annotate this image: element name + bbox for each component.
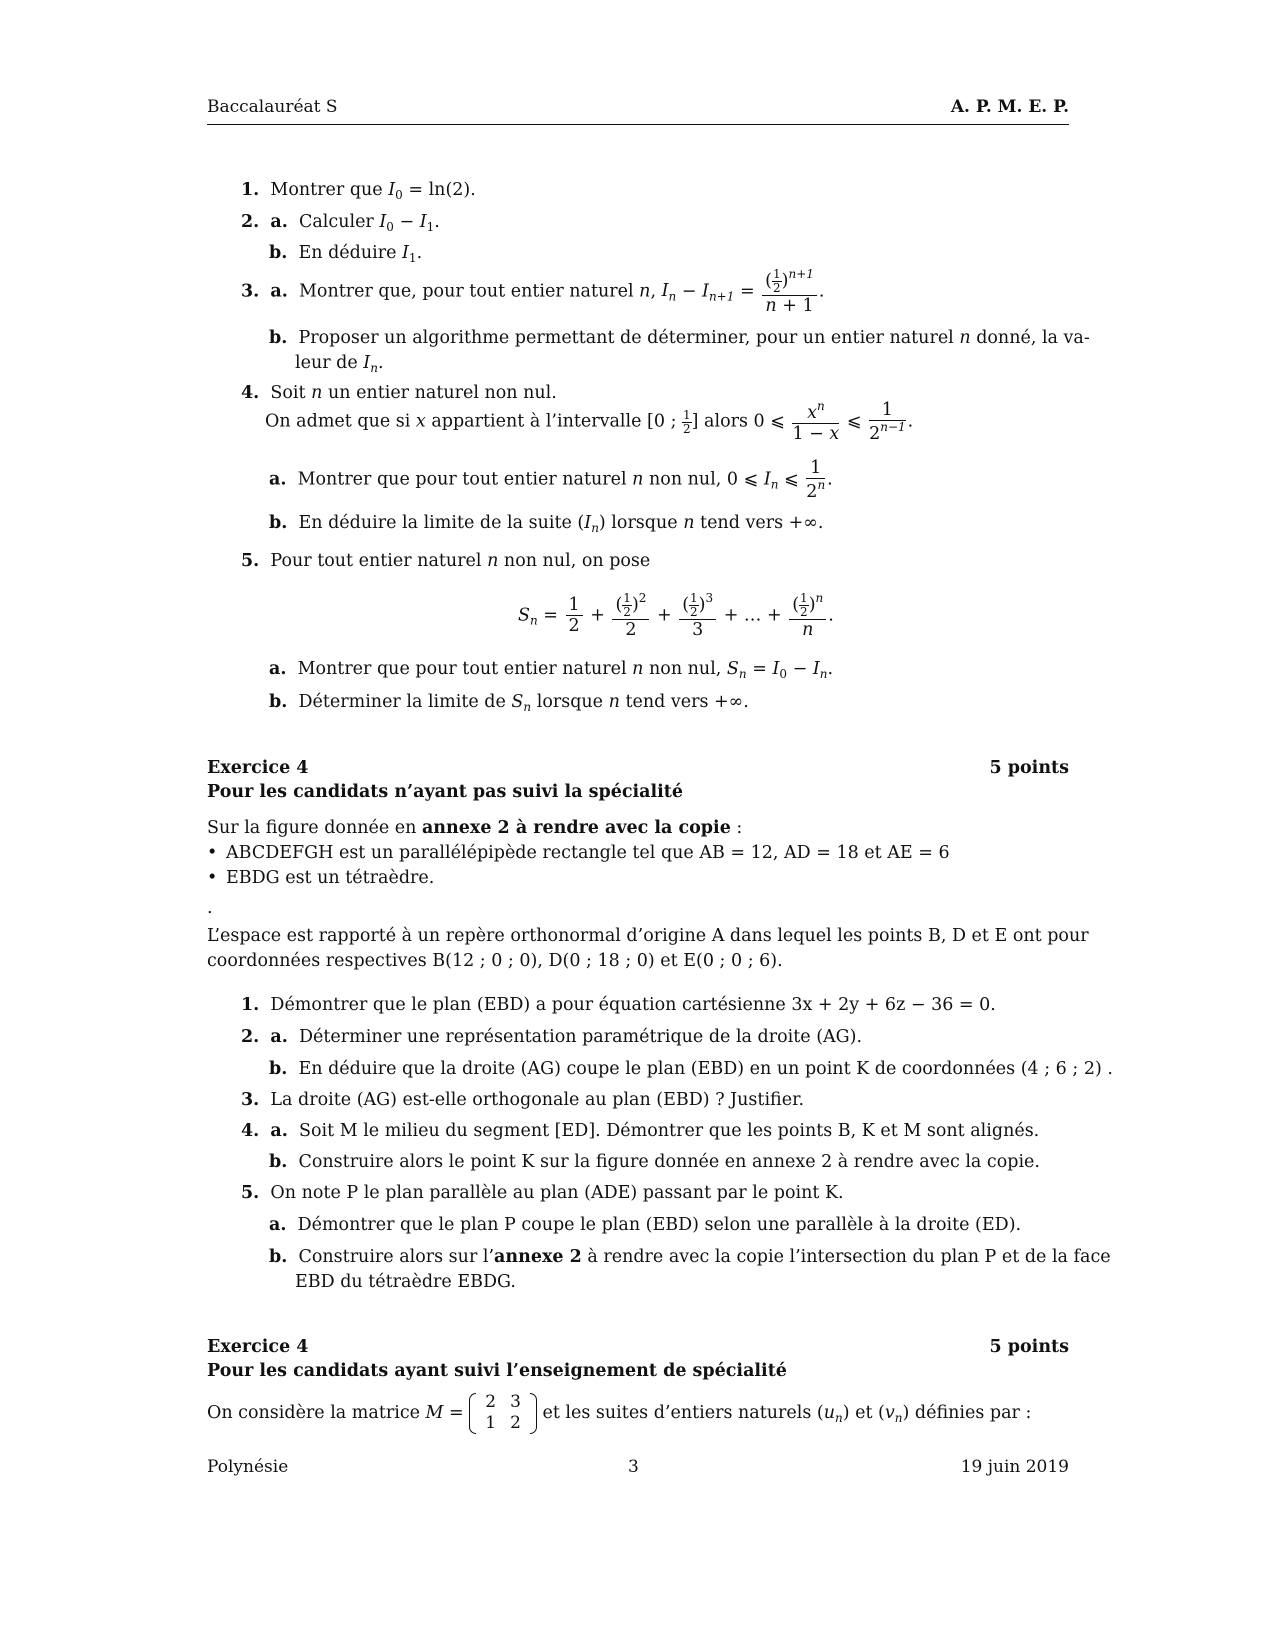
q4: 4. Soit n un entier naturel non nul. — [241, 383, 557, 403]
q3a: 3. a. Montrer que, pour tout entier naturel n, $I_n - I_{n+1}$ = ( $\frac{1}{2}$ )$^{n+1}$ n + 1 . — [241, 267, 825, 316]
item-text: Démontrer que le plan (EBD) a pour équation cartésienne 3x + 2y + 6z − 36 = 0. — [270, 995, 996, 1015]
q5b: b. Déterminer la limite de $S_n$ lorsque n tend vers +∞. — [269, 692, 749, 714]
item-sub-label: b. — [269, 1059, 288, 1079]
ex4a-subtitle: Pour les candidats n’ayant pas suivi la spécialité — [207, 782, 684, 802]
ex4a-q2a — [241, 1027, 862, 1047]
item-text: Construire alors le point K sur la figure donnée en annexe 2 à rendre avec la copie. — [298, 1152, 1040, 1172]
item-number: 1. — [241, 995, 260, 1015]
item-text: Déterminer une représentation paramétrique de la droite (AG). — [299, 1027, 863, 1047]
item-sub-label: b. — [269, 1247, 288, 1267]
item-text: En déduire que la droite (AG) coupe le plan (EBD) en un point K de coordonnées (4 ; 6 ; 2) . — [298, 1059, 1113, 1079]
footer-left: Polynésie — [207, 1457, 289, 1477]
ex4b-text: On considère la matrice M = 2 3 1 2 et les suites d’entiers naturels $(u_n)$ et $(v_n)$ définies par : — [207, 1392, 1032, 1434]
item-text: La droite (AG) est-elle orthogonale au plan (EBD) ? Justifier. — [270, 1090, 805, 1110]
q2b: b. En déduire $I_1$. — [269, 243, 423, 265]
q1-number: 1. — [241, 180, 260, 200]
q2-number: 2. — [241, 212, 260, 232]
ex4a-q1 — [241, 995, 996, 1015]
matrix-cell: 2 — [510, 1413, 521, 1434]
ex4a-bullet-1 — [207, 843, 950, 863]
ex4a-q5 — [241, 1183, 844, 1203]
ex4a-para-line1: L’espace est rapporté à un repère orthonormal d’origine A dans lequel les points B, D et E ont pour — [207, 926, 1089, 946]
item-text: Démontrer que le plan P coupe le plan (EBD) selon une parallèle à la droite (ED). — [297, 1215, 1022, 1235]
ex4a-q5b-line2: EBD du tétraèdre EBDG. — [295, 1272, 516, 1292]
q4a-label: a. — [269, 469, 287, 490]
item-sub-label: a. — [270, 1121, 288, 1141]
q4-number: 4. — [241, 383, 260, 403]
header-left: Baccalauréat S — [207, 97, 338, 117]
ex4b-points: 5 points — [989, 1337, 1069, 1357]
ex4a-bullet-2 — [207, 868, 434, 888]
matrix-m — [469, 1392, 537, 1435]
page-number: 3 — [628, 1457, 639, 1477]
ex4a-q2b — [269, 1059, 1113, 1079]
header-rule — [207, 124, 1069, 125]
q4a: a. Montrer que pour tout entier naturel n non nul, 0 ⩽ $I_n$ ⩽ $\frac{1}{2^n}$ . — [269, 458, 833, 503]
q5b-bold: annexe 2 — [494, 1247, 582, 1267]
item-text: Soit M le milieu du segment [ED]. Démontrer que les points B, K et M sont alignés. — [299, 1121, 1040, 1141]
ex4a-points: 5 points — [989, 758, 1069, 778]
q4b: b. En déduire la limite de la suite $(I_n)$ lorsque n tend vers +∞. — [269, 513, 824, 535]
q4-admit: On admet que si x appartient à l’intervalle [0 ; $\frac{1}{2}$ ] alors 0 ⩽ $\frac{x^n}{1 - x}$ ⩽ $\frac{1}{2^{n-1}}$ . — [265, 399, 914, 445]
ex4a-q5b — [269, 1247, 1111, 1267]
ex4b-title: Exercice 4 — [207, 1337, 309, 1357]
q3b-label: b. — [269, 328, 288, 348]
ex4a-intro — [207, 818, 742, 838]
matrix-cell: 3 — [510, 1392, 521, 1412]
q5-number: 5. — [241, 551, 260, 571]
ex4a-q3 — [241, 1090, 804, 1110]
q5b-label: b. — [269, 692, 288, 712]
q4b-label: b. — [269, 513, 288, 533]
sn-formula: $S_n$ = $\frac{1}{2}$ + ( $\frac{1}{2}$ )$^2$ 2 + ( $\frac{1}{2}$ )$^3$ 3 + … + ( $\frac{1}{2}$ )$^n$ n . — [518, 591, 834, 640]
ex4a-para-line2: coordonnées respectives B(12 ; 0 ; 0), D(0 ; 18 ; 0) et E(0 ; 0 ; 6). — [207, 951, 783, 971]
q2a: 2. a. Calculer $I_0 - I_1$. — [241, 212, 440, 234]
q5a-label: a. — [269, 659, 287, 679]
bullet-text: EBDG est un tétraèdre. — [226, 868, 435, 888]
item-number: 2. — [241, 1027, 260, 1047]
header-right: A. P. M. E. P. — [950, 97, 1069, 117]
q3b-line2: leur de $I_n$. — [295, 353, 384, 375]
q2b-label: b. — [269, 243, 288, 263]
bullet-text: ABCDEFGH est un parallélépipède rectangle tel que AB = 12, AD = 18 et AE = 6 — [226, 843, 950, 863]
ex4a-intro-post: : — [730, 818, 743, 838]
item-number: 3. — [241, 1090, 260, 1110]
q3-number: 3. — [241, 281, 260, 302]
ex4a-q5a — [269, 1215, 1021, 1235]
ex4a-q4b — [269, 1152, 1040, 1172]
ex4a-intro-bold: annexe 2 à rendre avec la copie — [421, 818, 731, 838]
q3b: b. Proposer un algorithme permettant de déterminer, pour un entier naturel n donné, la va- — [269, 328, 1090, 348]
item-sub-label: a. — [270, 1027, 288, 1047]
footer-right: 19 juin 2019 — [960, 1457, 1069, 1477]
ex4a-intro-pre: Sur la figure donnée en — [207, 818, 422, 838]
item-number: 4. — [241, 1121, 260, 1141]
ex4a-dot: . — [207, 898, 213, 918]
item-sub-label: b. — [269, 1152, 288, 1172]
item-sub-label: a. — [269, 1215, 287, 1235]
ex4b-subtitle: Pour les candidats ayant suivi l’enseignement de spécialité — [207, 1361, 787, 1381]
item-number: 5. — [241, 1183, 260, 1203]
q5b-post: à rendre avec la copie l’intersection du plan P et de la face — [581, 1247, 1111, 1267]
ex4a-q4a — [241, 1121, 1039, 1141]
q5: 5. Pour tout entier naturel n non nul, on pose — [241, 551, 651, 571]
bullet-icon: • — [207, 843, 218, 863]
q5b-pre: Construire alors sur l’ — [298, 1247, 495, 1267]
ex4a-title: Exercice 4 — [207, 758, 309, 778]
bullet-icon: • — [207, 868, 218, 888]
item-text: On note P le plan parallèle au plan (ADE) passant par le point K. — [270, 1183, 844, 1203]
q5a: a. Montrer que pour tout entier naturel n non nul, $S_n = I_0 - I_n$. — [269, 659, 834, 681]
q3a-label: a. — [270, 281, 288, 302]
matrix-cell: 1 — [485, 1413, 497, 1434]
q2a-label: a. — [270, 212, 288, 232]
matrix-cell: 2 — [485, 1392, 497, 1412]
q1: 1. Montrer que $I_0 = \ln(2)$. — [241, 180, 476, 202]
